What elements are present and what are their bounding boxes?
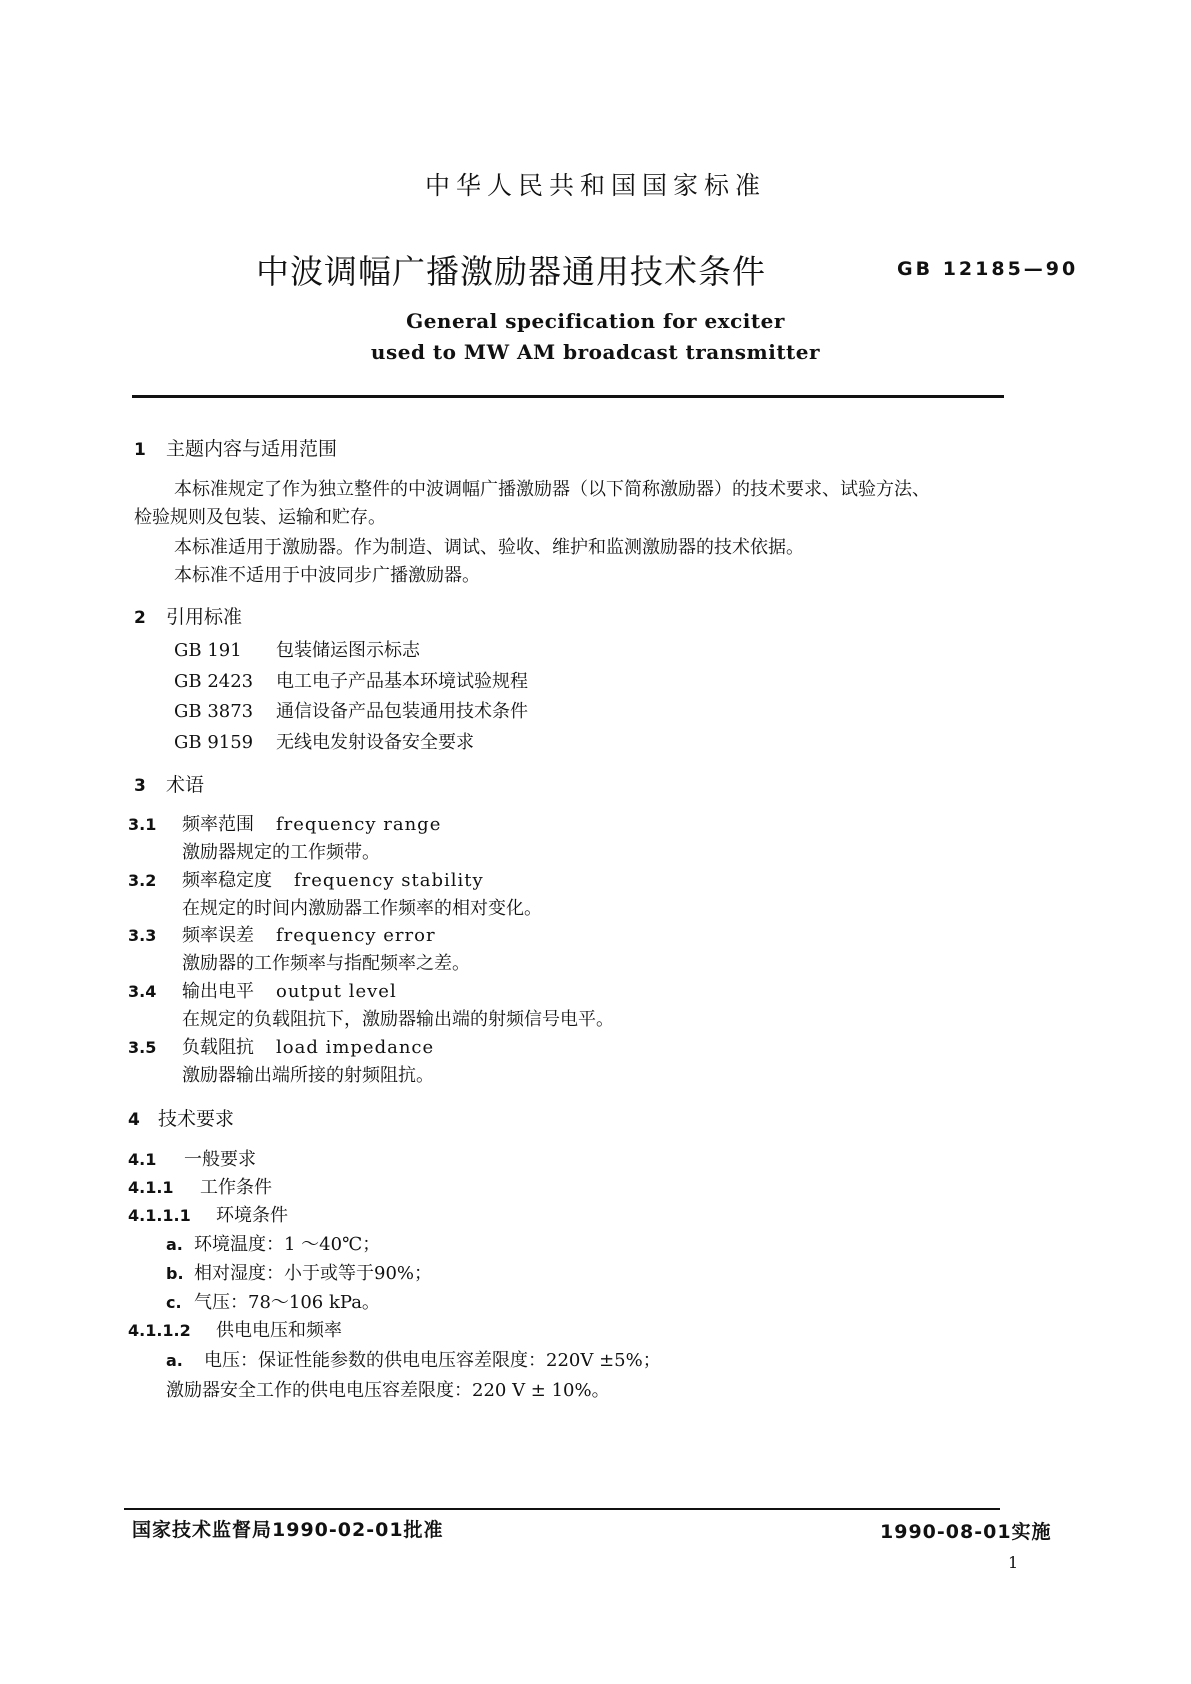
term-chinese: 频率误差	[182, 925, 254, 946]
subsection-title: 环境条件	[216, 1205, 288, 1226]
subsection-number: 4.1	[128, 1150, 157, 1169]
reference-code: GB 9159	[174, 732, 254, 753]
term-english: load impedance	[276, 1037, 435, 1058]
reference-item	[174, 667, 528, 693]
term-definition: 激励器输出端所接的射频阻抗。	[182, 1065, 434, 1086]
paragraph-application: 本标准适用于激励器。作为制造、调试、验收、维护和监测激励器的技术依据。	[174, 537, 804, 558]
list-item-label: c.	[166, 1293, 182, 1312]
term-number: 3.4	[128, 982, 157, 1001]
section-1-heading	[134, 434, 337, 461]
section-3-heading	[134, 770, 204, 797]
subsection-title: 供电电压和频率	[216, 1320, 342, 1341]
standard-code: GB 12185—90	[897, 258, 1079, 280]
section-number: 2	[134, 608, 146, 628]
term-english: frequency range	[276, 814, 442, 835]
term-heading	[128, 810, 441, 836]
voltage-safety-tolerance: 激励器安全工作的供电电压容差限度：220 V ± 10%。	[166, 1380, 610, 1401]
page-number: 1	[1008, 1553, 1019, 1572]
term-chinese: 负载阻抗	[182, 1037, 254, 1058]
list-item-label: b.	[166, 1264, 184, 1283]
paragraph-exclusion: 本标准不适用于中波同步广播激励器。	[174, 565, 480, 586]
reference-name: 电工电子产品基本环境试验规程	[276, 671, 528, 692]
section-title: 主题内容与适用范围	[166, 438, 338, 460]
term-definition: 激励器规定的工作频带。	[182, 842, 380, 863]
paragraph-scope-line-2: 检验规则及包装、运输和贮存。	[134, 507, 386, 528]
term-english: frequency error	[276, 925, 436, 946]
list-item-pressure	[166, 1288, 380, 1314]
subsection-title: 工作条件	[200, 1177, 272, 1198]
term-number: 3.1	[128, 815, 157, 834]
list-item-humidity	[166, 1259, 432, 1285]
paragraph-scope-line-1: 本标准规定了作为独立整件的中波调幅广播激励器（以下简称激励器）的技术要求、试验方法、	[174, 479, 930, 500]
section-number: 1	[134, 440, 146, 460]
term-chinese: 频率范围	[182, 814, 254, 835]
subsection-number: 4.1.1.1	[128, 1206, 191, 1225]
list-item-temperature	[166, 1230, 380, 1256]
reference-item	[174, 697, 528, 723]
term-english: frequency stability	[294, 870, 484, 891]
document-title: 中波调幅广播激励器通用技术条件	[256, 252, 766, 291]
reference-code: GB 191	[174, 640, 242, 661]
reference-code: GB 2423	[174, 671, 254, 692]
list-item-label: a.	[166, 1351, 183, 1370]
effective-date: 1990-08-01实施	[880, 1521, 1052, 1543]
term-definition: 在规定的负载阻抗下，激励器输出端的射频信号电平。	[182, 1009, 614, 1030]
term-chinese: 输出电平	[182, 981, 254, 1002]
term-definition: 在规定的时间内激励器工作频率的相对变化。	[182, 898, 542, 919]
list-item-label: a.	[166, 1235, 183, 1254]
subsection-4-1-1-2	[128, 1316, 342, 1342]
section-number: 4	[128, 1110, 140, 1130]
reference-code: GB 3873	[174, 701, 254, 722]
reference-item	[174, 728, 474, 754]
section-title: 术语	[166, 774, 205, 796]
list-item-voltage	[166, 1346, 661, 1372]
list-item-text: 电压：保证性能参数的供电电压容差限度：220V ±5%；	[204, 1350, 661, 1371]
term-number: 3.3	[128, 926, 157, 945]
subsection-4-1-1	[128, 1173, 272, 1199]
approval-notice: 国家技术监督局1990-02-01批准	[132, 1519, 444, 1541]
list-item-text: 气压：78～106 kPa。	[194, 1292, 380, 1313]
term-number: 3.5	[128, 1038, 157, 1057]
footer-divider	[124, 1508, 1000, 1510]
term-definition: 激励器的工作频率与指配频率之差。	[182, 953, 470, 974]
subsection-number: 4.1.1.2	[128, 1321, 191, 1340]
english-title-line-1: General specification for exciter	[406, 309, 785, 333]
reference-name: 无线电发射设备安全要求	[276, 732, 474, 753]
section-number: 3	[134, 776, 146, 796]
term-heading	[128, 1033, 434, 1059]
term-heading	[128, 866, 484, 892]
subsection-title: 一般要求	[184, 1149, 256, 1170]
subsection-number: 4.1.1	[128, 1178, 174, 1197]
subsection-4-1-1-1	[128, 1201, 288, 1227]
national-standard-heading: 中华人民共和国国家标准	[424, 171, 766, 200]
term-english: output level	[276, 981, 397, 1002]
reference-item	[174, 636, 420, 662]
section-4-heading	[128, 1104, 234, 1131]
subsection-4-1	[128, 1145, 256, 1171]
list-item-text: 环境温度：1 ～40℃；	[194, 1234, 381, 1255]
section-title: 引用标准	[166, 606, 243, 628]
term-number: 3.2	[128, 871, 157, 890]
header-divider	[132, 395, 1004, 398]
section-2-heading	[134, 602, 242, 629]
reference-name: 包装储运图示标志	[276, 640, 420, 661]
list-item-text: 相对湿度：小于或等于90%；	[194, 1263, 433, 1284]
english-title-line-2: used to MW AM broadcast transmitter	[370, 340, 821, 364]
section-title: 技术要求	[158, 1108, 235, 1130]
term-heading	[128, 921, 436, 947]
term-heading	[128, 977, 397, 1003]
term-chinese: 频率稳定度	[182, 870, 272, 891]
reference-name: 通信设备产品包装通用技术条件	[276, 701, 528, 722]
